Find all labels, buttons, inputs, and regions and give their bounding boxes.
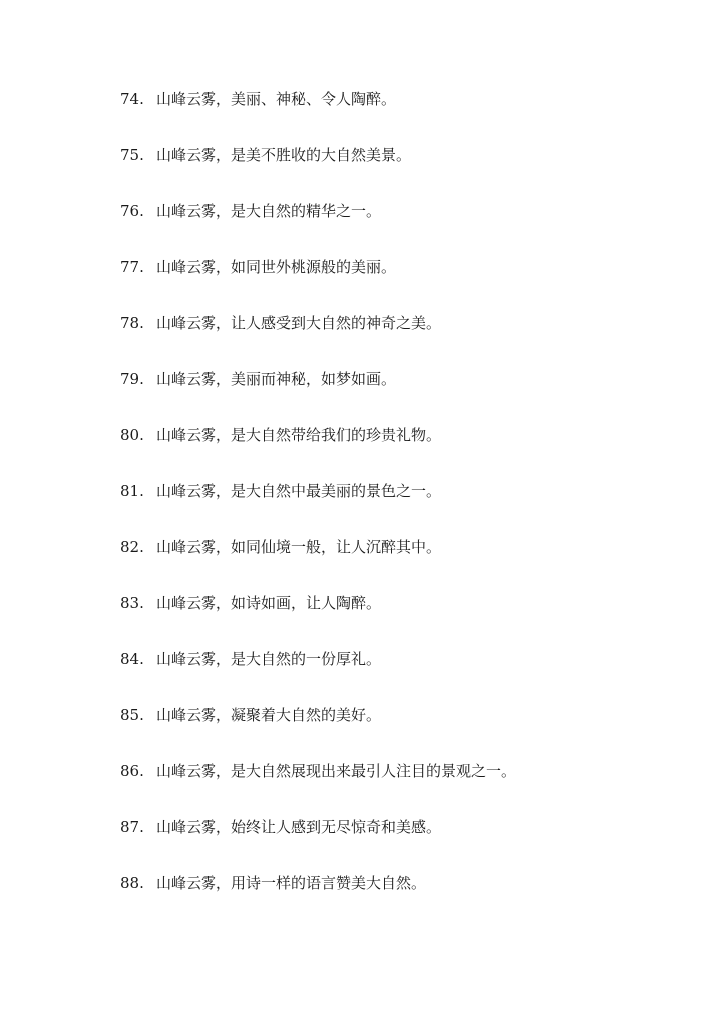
list-item bbox=[120, 758, 700, 814]
list-item bbox=[120, 198, 700, 254]
item-number: 82. bbox=[120, 538, 144, 556]
list-item bbox=[120, 534, 700, 590]
item-number: 88. bbox=[120, 874, 144, 892]
item-text: 山峰云雾，如诗如画，让人陶醉。 bbox=[156, 594, 382, 612]
item-number: 75. bbox=[120, 146, 144, 164]
list-item bbox=[120, 590, 700, 646]
item-number: 76. bbox=[120, 202, 144, 220]
list-item bbox=[120, 86, 700, 142]
item-text: 山峰云雾，如同仙境一般，让人沉醉其中。 bbox=[156, 538, 442, 556]
item-text: 山峰云雾，始终让人感到无尽惊奇和美感。 bbox=[156, 818, 442, 836]
item-number: 86. bbox=[120, 762, 144, 780]
item-number: 87. bbox=[120, 818, 144, 836]
list-item bbox=[120, 142, 700, 198]
item-number: 81. bbox=[120, 482, 144, 500]
list-item bbox=[120, 814, 700, 870]
list-item bbox=[120, 702, 700, 758]
item-number: 78. bbox=[120, 314, 144, 332]
item-text: 山峰云雾，美丽、神秘、令人陶醉。 bbox=[156, 90, 397, 108]
list-item bbox=[120, 478, 700, 534]
item-text: 山峰云雾，是大自然带给我们的珍贵礼物。 bbox=[156, 426, 442, 444]
item-text: 山峰云雾，是大自然的精华之一。 bbox=[156, 202, 382, 220]
list-item bbox=[120, 366, 700, 422]
item-text: 山峰云雾，是美不胜收的大自然美景。 bbox=[156, 146, 412, 164]
item-text: 山峰云雾，是大自然的一份厚礼。 bbox=[156, 650, 382, 668]
item-text: 山峰云雾，是大自然中最美丽的景色之一。 bbox=[156, 482, 442, 500]
item-number: 79. bbox=[120, 370, 144, 388]
item-text: 山峰云雾，凝聚着大自然的美好。 bbox=[156, 706, 382, 724]
list-item bbox=[120, 870, 700, 926]
item-number: 85. bbox=[120, 706, 144, 724]
item-text: 山峰云雾，如同世外桃源般的美丽。 bbox=[156, 258, 397, 276]
item-number: 84. bbox=[120, 650, 144, 668]
item-text: 山峰云雾，美丽而神秘，如梦如画。 bbox=[156, 370, 397, 388]
item-number: 83. bbox=[120, 594, 144, 612]
list-item bbox=[120, 646, 700, 702]
list-item bbox=[120, 422, 700, 478]
list-item bbox=[120, 310, 700, 366]
item-number: 77. bbox=[120, 258, 144, 276]
item-number: 80. bbox=[120, 426, 144, 444]
item-text: 山峰云雾，让人感受到大自然的神奇之美。 bbox=[156, 314, 442, 332]
sentence-list bbox=[120, 86, 700, 926]
list-item bbox=[120, 254, 700, 310]
item-text: 山峰云雾，是大自然展现出来最引人注目的景观之一。 bbox=[156, 762, 517, 780]
item-number: 74. bbox=[120, 90, 144, 108]
item-text: 山峰云雾，用诗一样的语言赞美大自然。 bbox=[156, 874, 427, 892]
